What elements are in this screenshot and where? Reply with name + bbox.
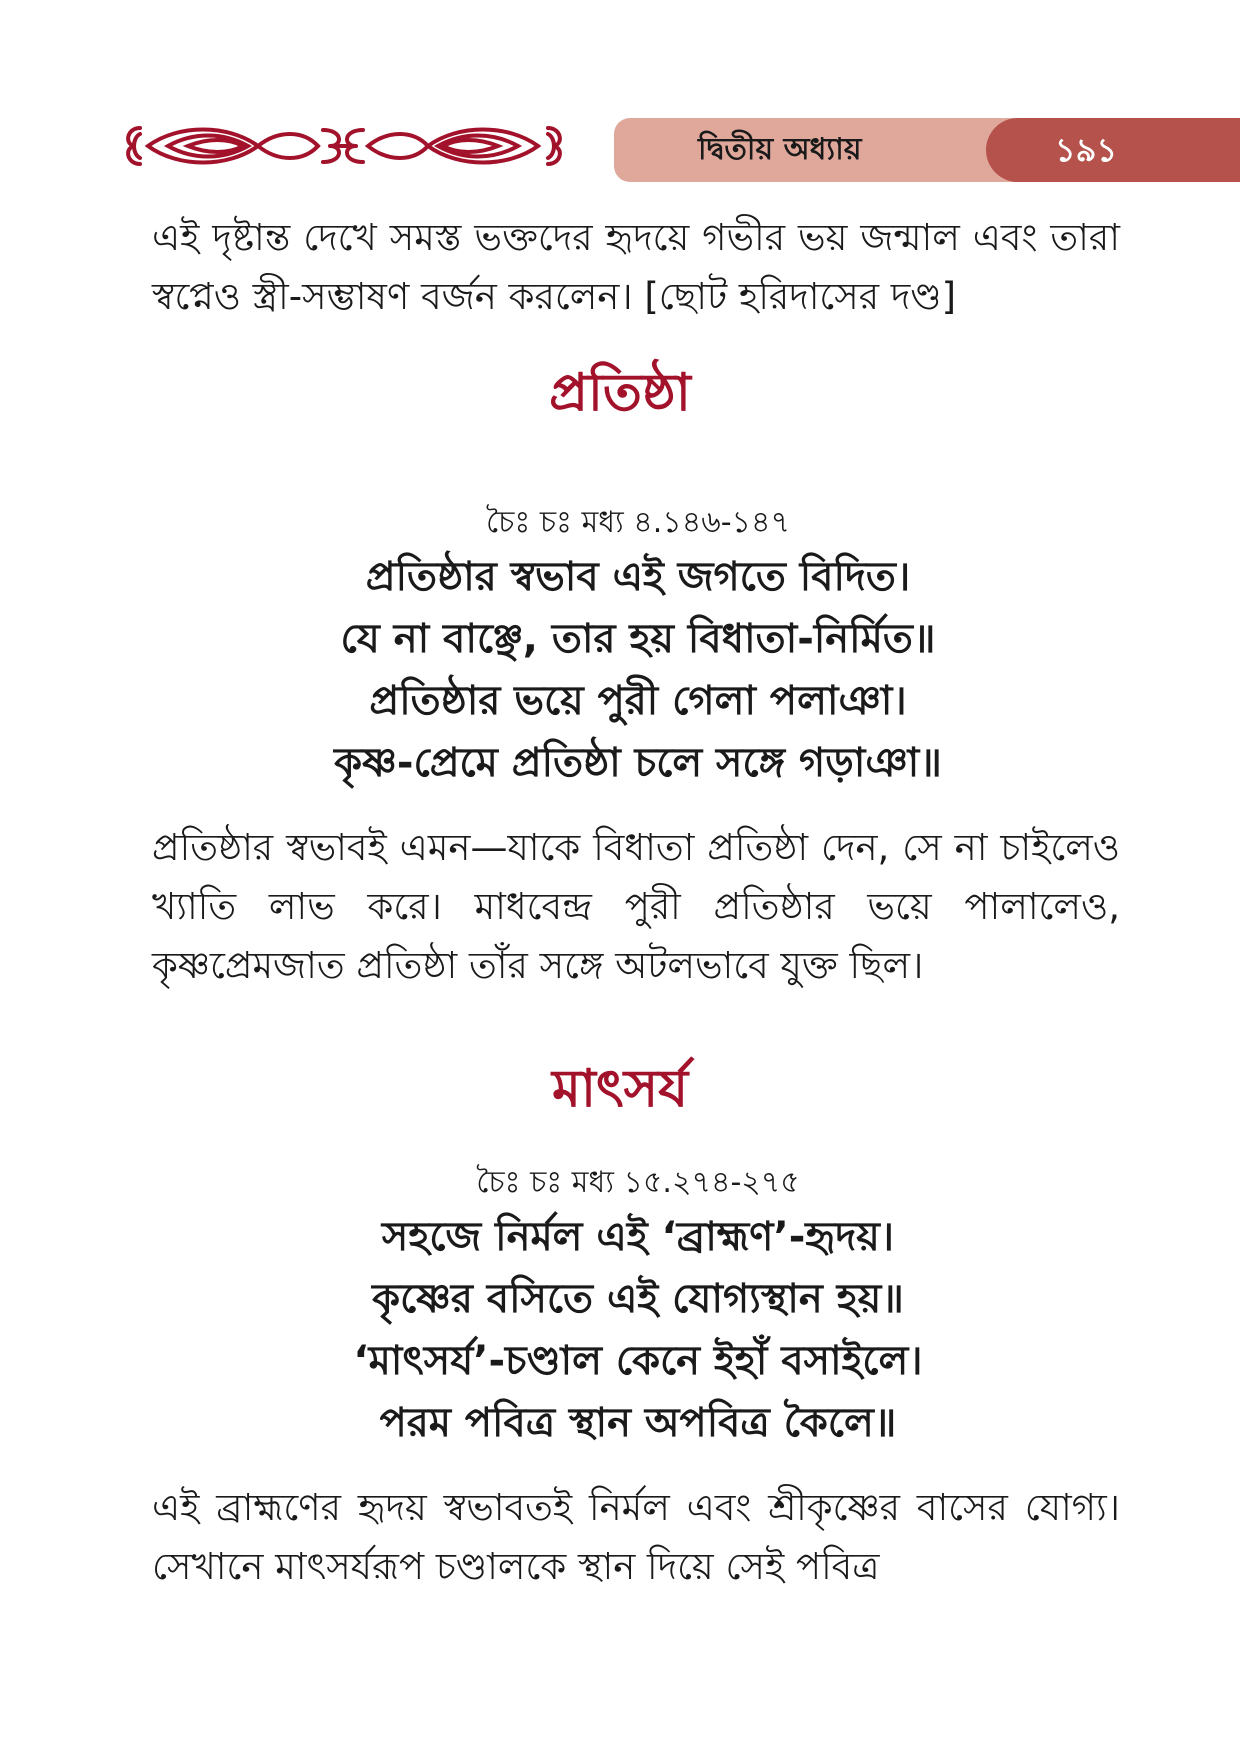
- verse-reference: চৈঃ চঃ মধ্য ৪.১৪৬-১৪৭: [486, 505, 790, 540]
- chapter-title: দ্বিতীয় অধ্যায়: [698, 132, 862, 167]
- intro-paragraph: এই দৃষ্টান্ত দেখে সমস্ত ভক্তদের হৃদয়ে গভীর ভয় জন্মাল এবং তারা স্বপ্নেও স্ত্রী-সম্ভাষণ বর্জন করলেন। [ছোট হরিদাসের দণ্ড]: [152, 216, 1120, 318]
- scroll-ornament-icon: [118, 116, 608, 176]
- page-header: [0, 108, 1240, 184]
- page-number-tab: [986, 118, 1240, 182]
- explanation-paragraph: প্রতিষ্ঠার স্বভাবই এমন—যাকে বিধাতা প্রতিষ্ঠা দেন, সে না চাইলেও খ্যাতি লাভ করে। মাধবেন্দ্র পুরী প্রতিষ্ঠার ভয়ে পালালেও, কৃষ্ণপ্রেমজাত প্রতিষ্ঠা তাঁর সঙ্গে অটলভাবে যুক্ত ছিল।: [152, 826, 1120, 987]
- section-heading-pratishtha: প্রতিষ্ঠা: [549, 363, 691, 423]
- verse-line: ‘মাৎসর্য’-চণ্ডাল কেনে ইহাঁ বসাইলে।: [353, 1338, 923, 1384]
- verse-line: পরম পবিত্র স্থান অপবিত্র কৈলে॥: [379, 1400, 897, 1446]
- verse-line: কৃষ্ণ-প্রেমে প্রতিষ্ঠা চলে সঙ্গে গড়াঞা॥: [334, 740, 942, 786]
- section-heading-matsarya: মাৎসর্য: [551, 1059, 689, 1119]
- verse-line: প্রতিষ্ঠার স্বভাব এই জগতে বিদিত।: [365, 554, 911, 600]
- verse-line: সহজে নির্মল এই ‘ব্রাহ্মণ’-হৃদয়।: [381, 1214, 895, 1260]
- verse-line: প্রতিষ্ঠার ভয়ে পুরী গেলা পলাঞা।: [369, 678, 907, 724]
- page-number: ১৯১: [1054, 131, 1118, 169]
- verse-line: যে না বাঞ্ছে, তার হয় বিধাতা-নির্মিত॥: [340, 616, 936, 662]
- verse-reference: চৈঃ চঃ মধ্য ১৫.২৭৪-২৭৫: [476, 1165, 800, 1200]
- verse-block: [0, 546, 1240, 794]
- explanation-paragraph: এই ব্রাহ্মণের হৃদয় স্বভাবতই নির্মল এবং শ্রীকৃষ্ণের বাসের যোগ্য। সেখানে মাৎসর্যরূপ চণ্ডালকে স্থান দিয়ে সেই পবিত্র: [152, 1486, 1120, 1588]
- verse-line: কৃষ্ণের বসিতে এই যোগ্যস্থান হয়॥: [372, 1276, 904, 1322]
- verse-block: [0, 1206, 1240, 1454]
